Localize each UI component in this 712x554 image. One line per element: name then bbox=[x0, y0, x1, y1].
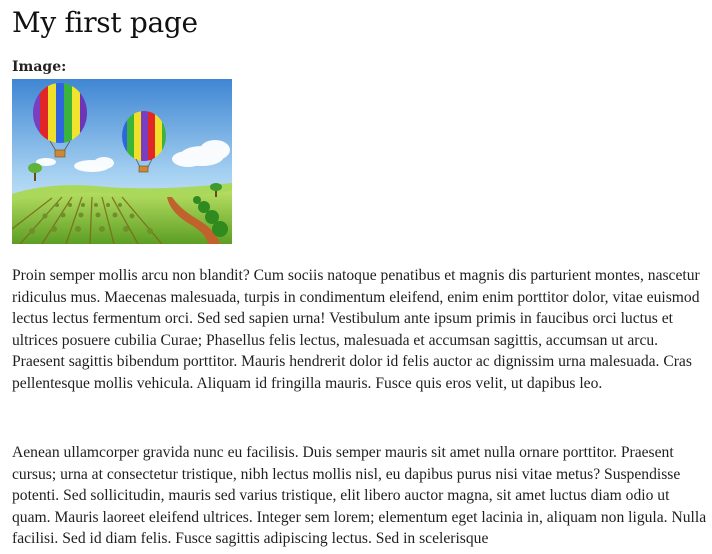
image-label: Image: bbox=[12, 59, 67, 75]
paragraph-2: Aenean ullamcorper gravida nunc eu facilisis. Duis semper mauris sit amet nulla ornare porttitor. Praesent cursus; urna at consectetur tristique, nibh lectus mollis nisl, eu dapibus purus nisi vitae metus? Suspendisse potenti. Sed sollicitudin, mauris sed varius tristique, elit libero auctor magna, sit amet luctus diam odio ut quam. Mauris laoreet eleifend ultrices. Integer sem lorem; elementum eget lacinia in, aliquam non ligula. Nulla facilisi. Sed id diam felis. Fusce sagittis adipiscing lectus. Sed in scelerisque bbox=[12, 444, 707, 547]
balloon-landscape-image bbox=[12, 79, 232, 244]
page-title: My first page bbox=[12, 6, 198, 39]
paragraph-1: Proin semper mollis arcu non blandit? Cum sociis natoque penatibus et magnis dis parturient montes, nascetur ridiculus mus. Maecenas malesuada, turpis in condimentum eleifend, enim enim porttitor dolor, vitae euismod lectus lectus fermentum orci. Sed sed sapien urna! Vestibulum ante ipsum primis in faucibus orci luctus et ultrices posuere cubilia Curae; Phasellus felis lectus, malesuada et accumsan sagittis, accumsan ut arcu. Praesent sagittis bibendum porttitor. Mauris hendrerit dolor id felis auctor ac dignissim urna malesuada. Cras pellentesque mollis vehicula. Aliquam id fringilla mauris. Fusce quis eros velit, ut dapibus leo. bbox=[12, 267, 700, 392]
